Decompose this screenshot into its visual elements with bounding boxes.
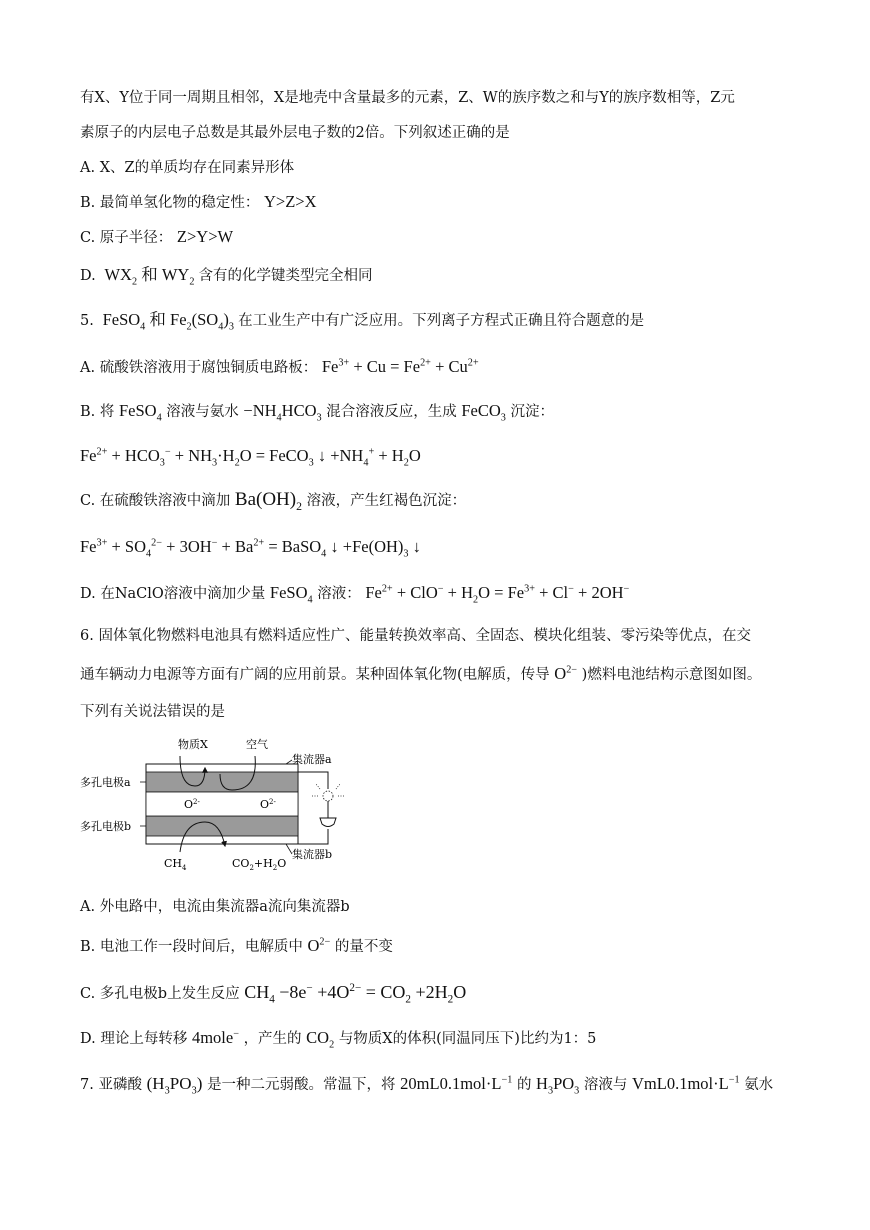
q4-option-a: A. X、Z的单质均存在同素异形体 <box>80 160 295 176</box>
ion-left: $O^{2-}$ <box>184 798 200 811</box>
q5-option-c-end: 溶液，产生红褐色沉淀： <box>306 493 467 509</box>
q6-option-b-label: B. 电池工作一段时间后，电解质中 <box>80 939 303 955</box>
q5-option-c-formula: $Ba(OH)_2$ <box>234 489 302 513</box>
q5-option-c-equation: $Fe^{3+} + SO_4^{2-} + 3OH^- + Ba^{2+}$ = BaSO$_4$ ↓ $+Fe(OH)_3$ ↓ <box>80 537 421 560</box>
q6-option-b-ion: $O^{2-}$ <box>307 936 331 955</box>
q7-number: 7. 亚磷酸 <box>80 1077 142 1093</box>
q5-option-b <box>80 401 554 422</box>
q4-option-c-label: C. 原子半径： <box>80 230 173 246</box>
q4-stem-line1: 有X、Y位于同一周期且相邻，X是地壳中含量最多的元素，Z、W的族序数之和与Y的族序数相等，Z元 <box>80 90 735 106</box>
q5-stem <box>80 310 644 331</box>
label-substance-x: 物质X <box>178 738 208 751</box>
q6-option-d-end: 与物质X的体积(同温同压下)比约为1：5 <box>338 1031 597 1047</box>
q6-stem-line3: 下列有关说法错误的是 <box>80 704 225 720</box>
q5-option-b-formula2: $-NH_4HCO_3$ <box>243 401 322 424</box>
q5-option-d <box>80 583 629 604</box>
label-electrode-a: 多孔电极a <box>80 776 131 789</box>
q5-option-a-label: A. 硫酸铁溶液用于腐蚀铜质电路板： <box>80 360 318 376</box>
q6-stem-line2 <box>80 664 761 685</box>
q6-option-b <box>80 936 393 957</box>
q5-option-d-label: D. 在NaClO溶液中滴加少量 <box>80 586 266 602</box>
q4-stem-line2: 素原子的内层电子总数是其最外层电子数的2倍。下列叙述正确的是 <box>80 125 510 141</box>
q5-option-c-label: C. 在硫酸铁溶液中滴加 <box>80 493 231 509</box>
q7-end: 氨水 <box>744 1077 774 1093</box>
q5-option-d-formula: FeSO$_4$ <box>269 583 313 606</box>
label-ch4: $CH_4$ <box>164 857 187 872</box>
q5-number: 5. <box>80 313 94 329</box>
q6-option-b-end: 的量不变 <box>334 939 393 955</box>
q5-option-b-label: B. 将 <box>80 404 115 420</box>
q7-acid-formula2: $H_3PO_3$ <box>536 1074 580 1097</box>
q6-option-c <box>80 982 466 1004</box>
q5-option-c <box>80 490 466 511</box>
q5-option-b-equation: $Fe^{2+} + HCO_3^- + NH_3\cdot H_2O$ = FeCO$_3$ ↓ $+NH_4^+ + H_2O$ <box>80 446 421 469</box>
q6-stem-ion: $O^{2-}$ <box>554 664 578 683</box>
q7-mid1: 是一种二元弱酸。常温下，将 <box>207 1077 396 1093</box>
q4-option-d-formula: $WX_2$ 和 $WY_2$ <box>100 265 195 288</box>
q4-option-c <box>80 227 233 248</box>
label-collector-a: 集流器a <box>292 753 332 766</box>
q5-option-b-end: 沉淀： <box>510 404 554 420</box>
electrode-b-layer <box>146 816 298 836</box>
q4-option-d <box>80 265 373 286</box>
label-electrode-b: 多孔电极b <box>80 820 132 833</box>
q4-option-d-text: 含有的化学键类型完全相同 <box>198 268 373 284</box>
q5-option-b-formula1: FeSO$_4$ <box>118 401 162 424</box>
q5-option-d-mid: 溶液： <box>317 586 361 602</box>
label-air: 空气 <box>246 738 268 751</box>
ion-right: $O^{2-}$ <box>260 798 276 811</box>
q4-option-c-formula: Z>Y>W <box>176 227 234 246</box>
q5-stem-text: 在工业生产中有广泛应用。下列离子方程式正确且符合题意的是 <box>238 313 645 329</box>
circuit-wire-bottom <box>298 829 328 844</box>
q7-mid3: 溶液与 <box>583 1077 628 1093</box>
q5-option-b-mid1: 溶液与氨水 <box>166 404 239 420</box>
q6-option-d <box>80 1028 596 1049</box>
electrode-a-layer <box>146 772 298 792</box>
q6-stem-line2b: )燃料电池结构示意图如图。 <box>581 667 762 683</box>
q5-option-a-equation: $Fe^{3+} + Cu = Fe^{2+} + Cu^{2+}$ <box>321 357 479 376</box>
q6-option-c-label: C. 多孔电极b上发生反应 <box>80 986 240 1002</box>
q6-stem-line2a: 通车辆动力电源等方面有广阔的应用前景。某种固体氧化物(电解质，传导 <box>80 667 550 683</box>
q7-mid2: 的 <box>516 1077 532 1093</box>
q4-option-b-label: B. 最简单氢化物的稳定性： <box>80 195 260 211</box>
q4-option-d-prefix: D. <box>80 268 96 284</box>
q7-concentration2: $VmL0.1mol\cdot L^{-1}$ <box>632 1074 740 1093</box>
q6-option-c-equation: $CH_4 -8e^- +4O^{2-} = CO_2 +2H_2O$ <box>244 982 467 1006</box>
q4-option-b-formula: Y>Z>X <box>263 192 317 211</box>
q5-option-d-equation: $Fe^{2+} + ClO^- + H_2O = Fe^{3+} + Cl^- + 2OH^-$ <box>365 583 630 606</box>
q7-concentration1: $20mL0.1mol\cdot L^{-1}$ <box>400 1074 513 1093</box>
q6-option-a: A. 外电路中，电流由集流器a流向集流器b <box>80 899 350 915</box>
q5-stem-formula: FeSO$_4$ 和 $Fe_2(SO_4)_3$ <box>98 310 234 333</box>
q6-option-d-co2: $CO_2$ <box>306 1028 335 1051</box>
q7-stem <box>80 1074 773 1095</box>
q6-option-d-electrons: 4mole− <box>191 1028 239 1047</box>
label-collector-b: 集流器b <box>292 848 333 861</box>
fuel-cell-diagram <box>80 734 380 879</box>
q7-acid-formula: $(H_3PO_3)$ <box>146 1074 203 1097</box>
circuit-wire-top <box>298 772 328 789</box>
label-products: $CO_2+H_2O$ <box>232 857 287 872</box>
q5-option-b-formula3: FeCO$_3$ <box>461 401 506 424</box>
q6-option-d-mid: ，产生的 <box>243 1031 302 1047</box>
q5-option-a <box>80 357 479 378</box>
q4-option-b <box>80 192 317 213</box>
q6-option-d-label: D. 理论上每转移 <box>80 1031 188 1047</box>
q6-stem-line1: 6. 固体氧化物燃料电池具有燃料适应性广、能量转换效率高、全固态、模块化组装、零污染等优点，在交 <box>80 628 751 644</box>
q5-option-b-mid2: 混合溶液反应，生成 <box>326 404 457 420</box>
